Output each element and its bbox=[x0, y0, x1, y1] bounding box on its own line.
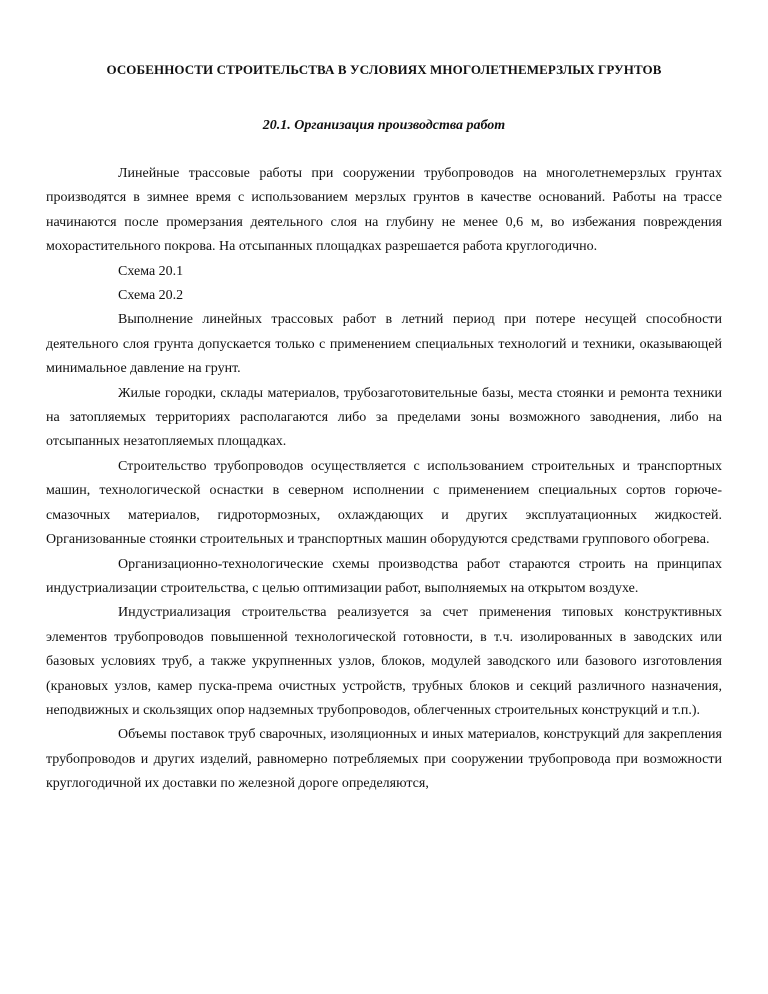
scheme-reference-20-1: Схема 20.1 bbox=[118, 263, 184, 279]
paragraph-settlements: Жилые городки, склады материалов, трубозаготовительные базы, места стоянки и ремонта техники на затопляемых территориях располагаются либо за пределами зоны возможного заводнения, либо на отсыпанных незатопляемых площадках. bbox=[46, 385, 722, 450]
document-body bbox=[46, 162, 722, 797]
paragraph-summer-works: Выполнение линейных трассовых работ в летний период при потере несущей способности деятельного слоя грунта допускается только с применением специальных технологий и техники, оказывающей минимальное давление на грунт. bbox=[46, 312, 722, 377]
paragraph-supply-volumes: Объемы поставок труб сварочных, изоляционных и иных материалов, конструкций для закрепления трубопроводов и других изделий, равномерно потребляемых при сооружении трубопровода при возможности круглогодичной их доставки по железной дороге определяются, bbox=[46, 727, 722, 792]
paragraph-machinery: Строительство трубопроводов осуществляется с использованием строительных и транспортных машин, технологической оснастки в северном исполнении с применением специальных сортов горюче-смазочных материалов, гидротормозных, охлаждающих и других эксплуатационных жидкостей. Организованные стоянки строительных и транспортных машин оборудуются средствами группового обогрева. bbox=[46, 458, 722, 548]
paragraph-industrialization: Индустриализация строительства реализуется за счет применения типовых конструктивных элементов трубопроводов повышенной технологической готовности, в т.ч. изолированных в заводских или базовых условиях труб, а также укрупненных узлов, блоков, модулей заводского или базового изготовления (крановых узлов, камер пуска-према очистных устройств, трубных блоков и секций различного назначения, неподвижных и скользящих опор надземных трубопроводов, облегченных строительных конструкций и т.п.). bbox=[46, 605, 722, 718]
scheme-reference-20-2: Схема 20.2 bbox=[118, 288, 184, 304]
paragraph-org-schemes: Организационно-технологические схемы производства работ стараются строить на принципах индустриализации строительства, с целью оптимизации работ, выполняемых на открытом воздухе. bbox=[46, 556, 722, 596]
section-heading: 20.1. Организация производства работ bbox=[262, 118, 506, 133]
paragraph-winter-works: Линейные трассовые работы при сооружении трубопроводов на многолетнемерзлых грунтах производятся в зимнее время с использованием мерзлых грунтов в качестве оснований. Работы на трассе начинаются после промерзания деятельного слоя на глубину не менее 0,6 м, во избежания повреждения мохорастительного покрова. На отсыпанных площадках разрешается работа круглогодично. bbox=[46, 166, 722, 255]
document-title: ОСОБЕННОСТИ СТРОИТЕЛЬСТВА В УСЛОВИЯХ МНОГОЛЕТНЕМЕРЗЛЫХ ГРУНТОВ bbox=[106, 62, 662, 77]
